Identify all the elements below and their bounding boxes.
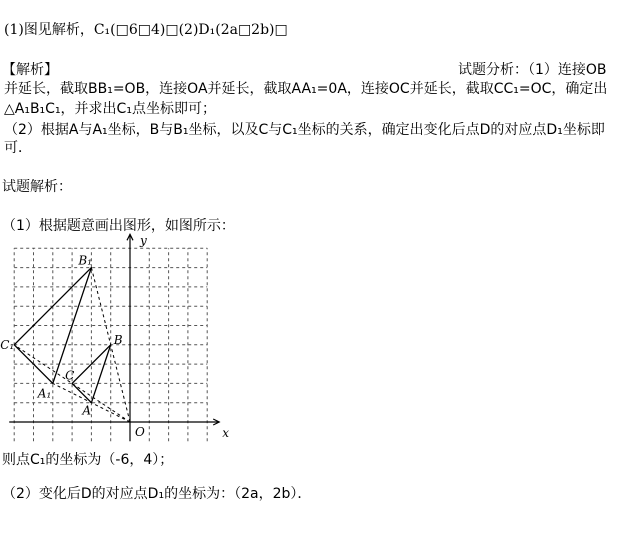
solution-heading: 试题解析： — [2, 179, 72, 195]
x-axis-label: x — [222, 426, 229, 440]
coordinate-figure — [0, 226, 240, 448]
point-label-a1: A₁ — [37, 386, 52, 401]
solution-part1-result: 则点C₁的坐标为（-6，4）； — [2, 452, 174, 468]
point-label-b1: B₁ — [78, 253, 93, 268]
analysis-heading: 【解析】 — [2, 62, 58, 78]
analysis-line: （2）根据A与A₁坐标，B与B₁坐标，以及C与C₁坐标的关系，确定出变化后点D的对应点D₁坐标即 — [4, 122, 605, 138]
analysis-line: 可． — [4, 140, 32, 156]
point-label-c1: C₁ — [0, 337, 15, 352]
answer-summary: (1)图见解析，C₁(□6□4)□(2)D₁(2a□2b)□ — [4, 22, 288, 38]
analysis-line: 并延长，截取BB₁=OB，连接OA并延长，截取AA₁=0A，连接OC并延长，截取CC₁=OC，确定出 — [4, 81, 608, 97]
analysis-line: △A₁B₁C₁，并求出C₁点坐标即可； — [4, 101, 216, 117]
point-labels — [0, 233, 229, 440]
solution-part2-result: （2）变化后D的对应点D₁的坐标为：（2a，2b）． — [2, 486, 312, 502]
point-label-c: C — [65, 368, 75, 383]
solution-part1-intro: （1）根据题意画出图形，如图所示： — [2, 218, 235, 234]
point-label-b: B — [113, 332, 123, 347]
y-axis-label: y — [140, 233, 147, 248]
origin-label: O — [135, 425, 145, 439]
point-label-a: A — [82, 403, 92, 418]
analysis-line: 试题分析：（1）连接OB — [458, 62, 607, 78]
